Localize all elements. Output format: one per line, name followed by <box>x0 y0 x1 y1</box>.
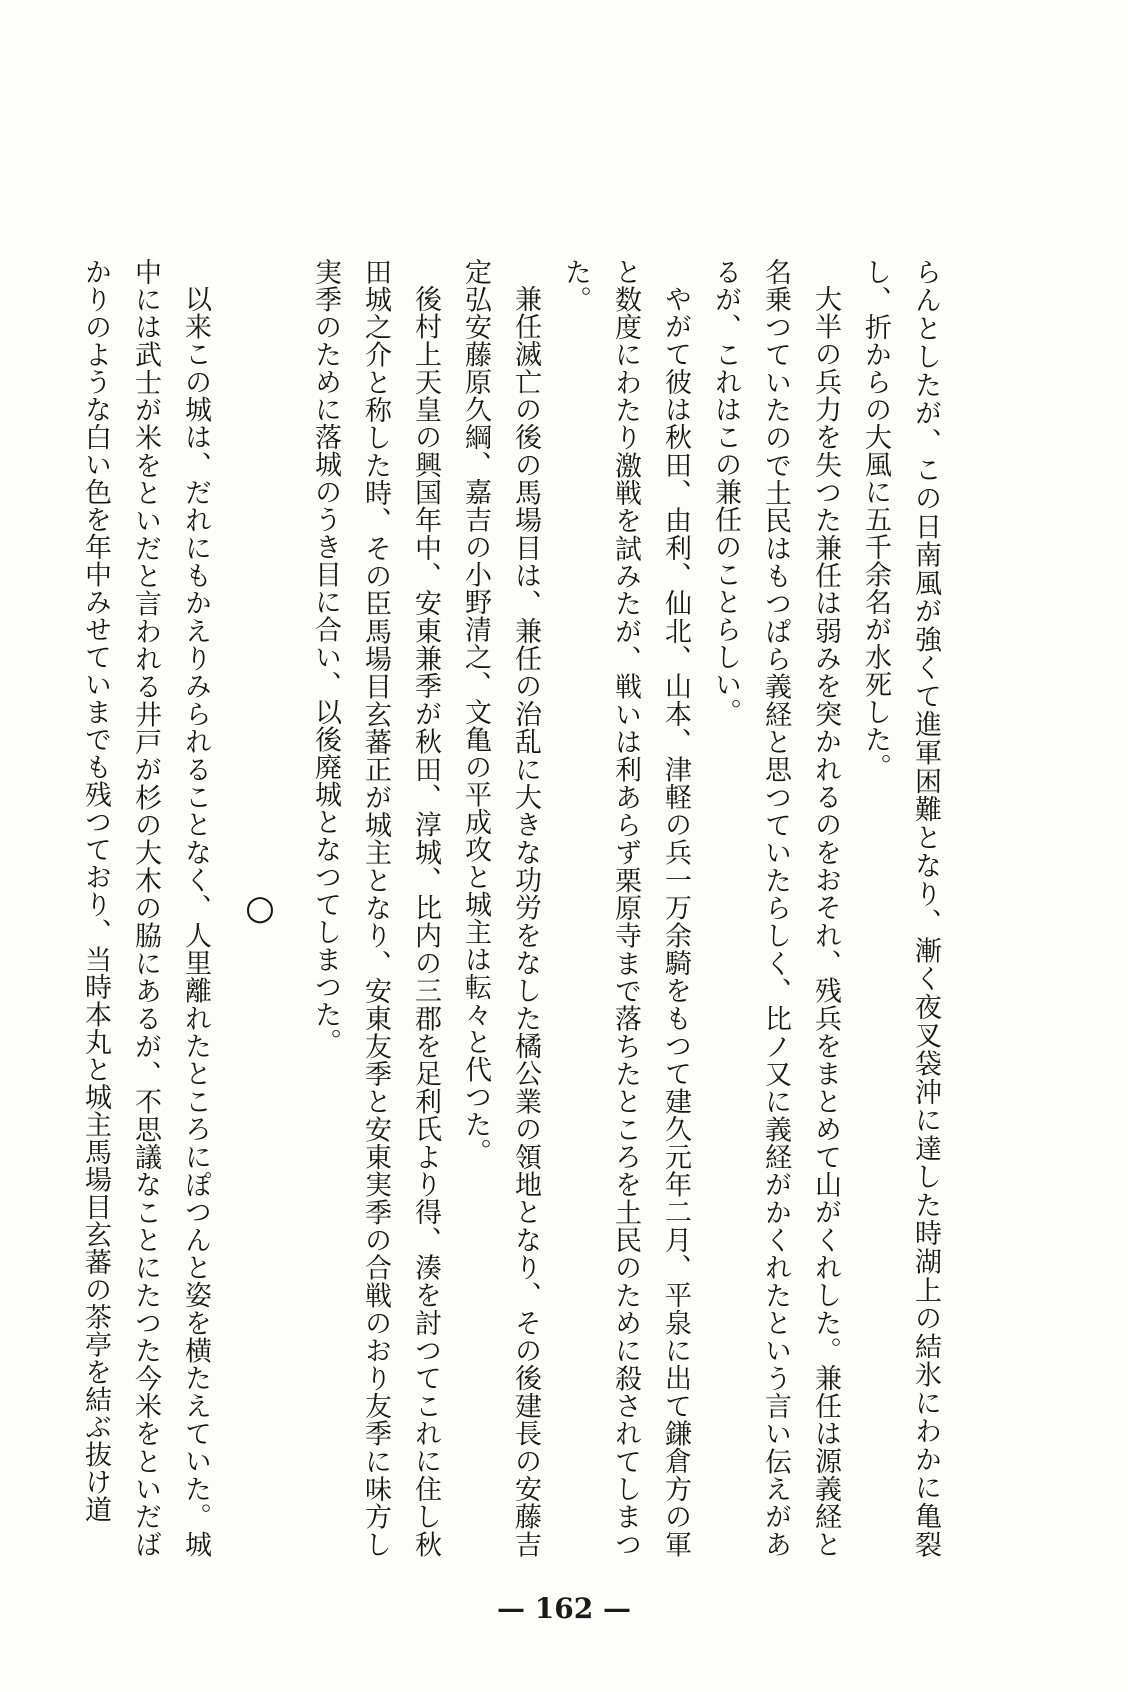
paragraph-1: らんとしたが、この日南風が強くて進軍困難となり、漸く夜叉袋沖に達した時湖上の結氷にわかに亀裂し、折からの大風に五千余名が水死した。 <box>860 258 941 1559</box>
paragraph-5: 後村上天皇の興国年中、安東兼季が秋田、淳城、比内の三郡を足利氏より得、湊を討つてこれに住し秋田城之介と称した時、その臣馬場目玄蕃正が城主となり、安東友季と安東実季の合戦のおり友季に味方し実季のために落城のうき目に合い、以後廃城となつてしまつた。 <box>310 258 441 1558</box>
vertical-body-text <box>70 258 950 1558</box>
paragraph-3: やがて彼は秋田、由利、仙北、山本、津軽の兵一万余騎をもつて建久元年二月、平泉に出て鎌倉方の軍と数度にわたり激戦を試みたが、戦いは利あらず栗原寺まで落ちたところを土民のために殺されてしまつた。 <box>560 258 691 1558</box>
section-break-circle: ○ <box>240 887 280 929</box>
paragraph-6: 以来この城は、だれにもかえりみられることなく、人里離れたところにぽつんと姿を横たえていた。城中には武士が米をといだと言われる井戸が杉の大木の脇にあるが、不思議なことにたつた今米をといだばかりのような白い色を年中みせていまでも残つており、当時本丸と城主馬場目玄蕃の茶亭を結ぶ抜け道 <box>80 258 211 1558</box>
paragraph-2: 大半の兵力を失つた兼任は弱みを突かれるのをおそれ、残兵をまとめて山がくれした。兼任は源義経と名乗つていたので土民はもつぱら義経と思つていたらしく、比ノ又に義経がかくれたという言い伝えがあるが、これはこの兼任のことらしい。 <box>710 258 841 1558</box>
page-number: — 162 — <box>497 1592 631 1625</box>
paragraph-4: 兼任滅亡の後の馬場目は、兼任の治乱に大きな功労をなした橘公業の領地となり、その後建長の安藤吉定弘安藤原久綱、嘉吉の小野清之、文亀の平成攻と城主は転々と代つた。 <box>460 258 541 1558</box>
